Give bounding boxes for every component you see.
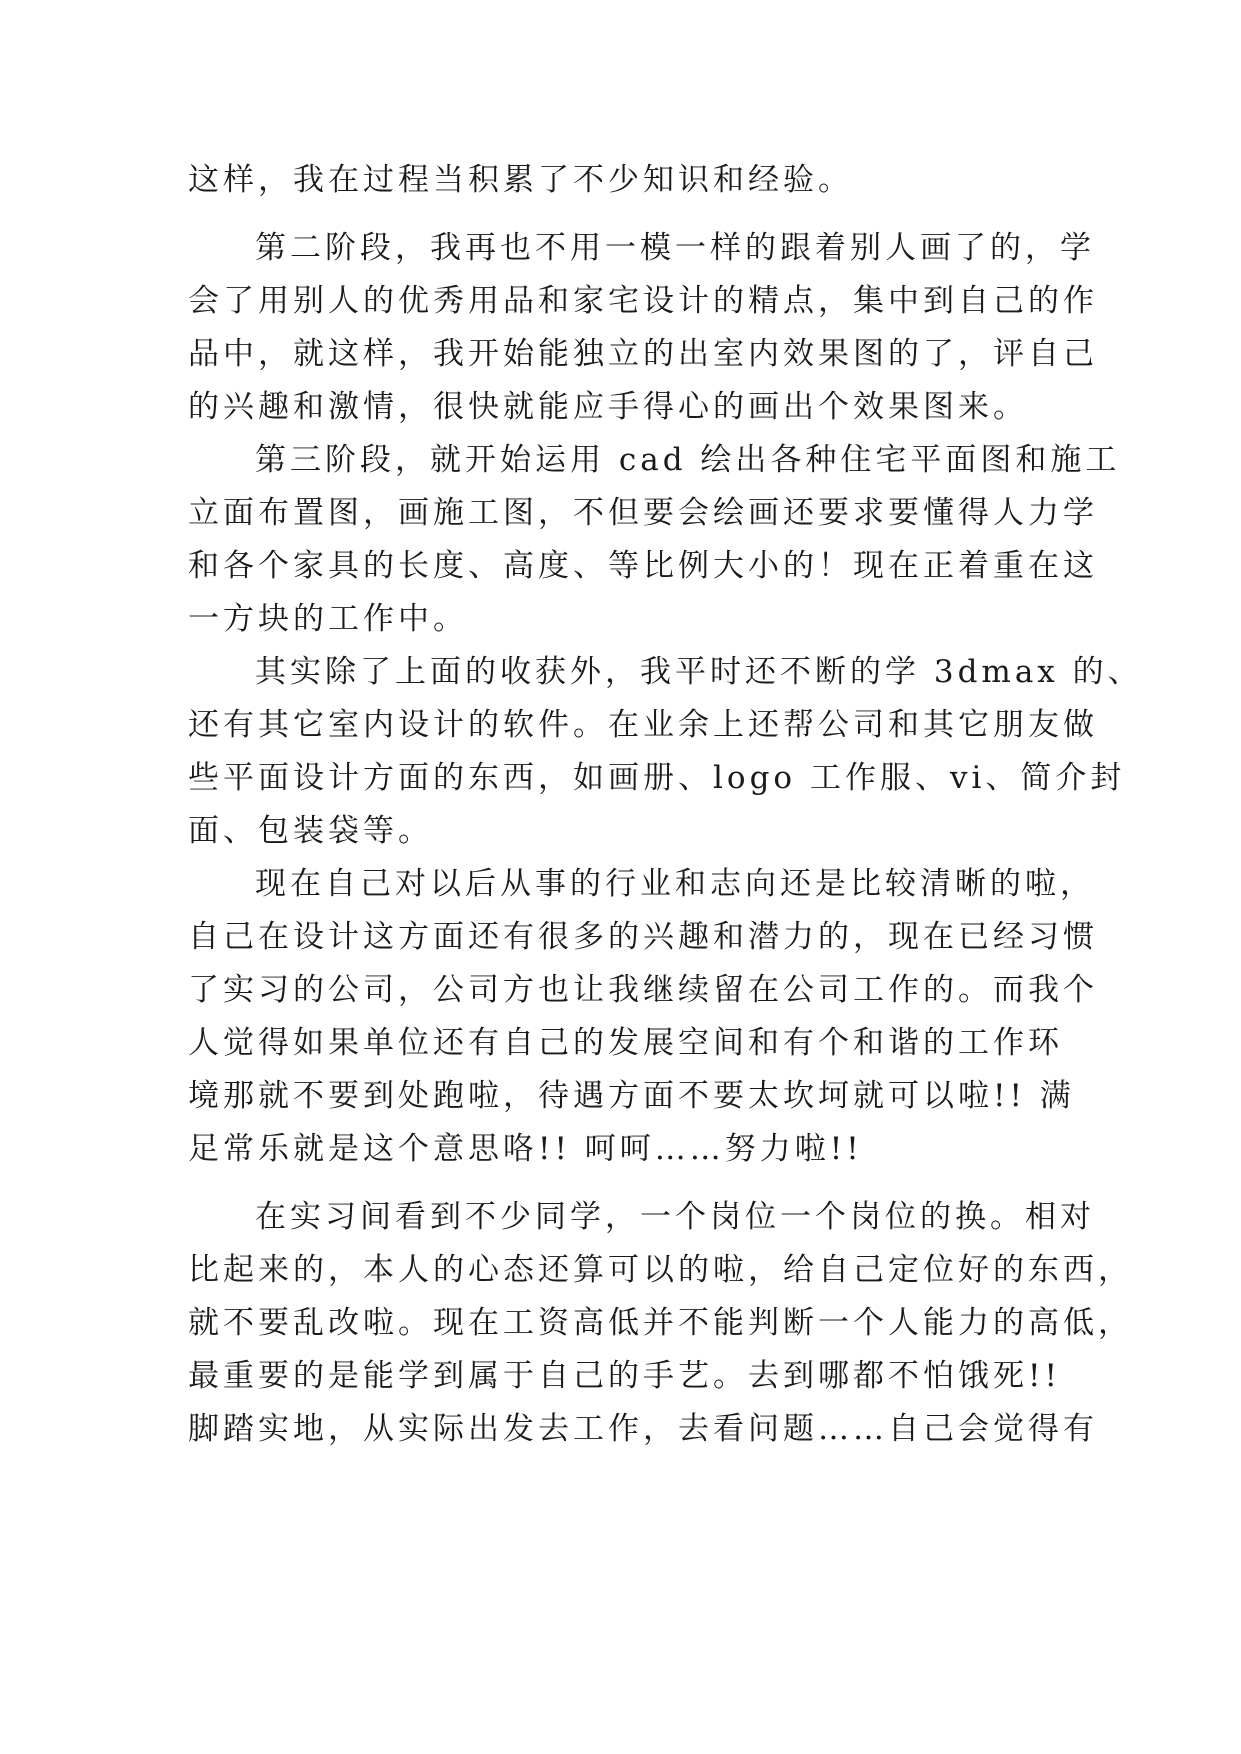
text-line: 足常乐就是这个意思咯!! 呵呵……努力啦!! <box>188 1131 863 1167</box>
text-line: 最重要的是能学到属于自己的手艺。去到哪都不怕饿死!! <box>188 1358 1061 1394</box>
text-line: 比起来的，本人的心态还算可以的啦，给自己定位好的东西， <box>188 1252 1133 1288</box>
paragraph-start-line: 现在自己对以后从事的行业和志向还是比较清晰的啦， <box>255 866 1095 902</box>
text-line: 和各个家具的长度、高度、等比例大小的！现在正着重在这 <box>188 548 1098 584</box>
text-line: 了实习的公司，公司方也让我继续留在公司工作的。而我个 <box>188 972 1098 1008</box>
text-line: 还有其它室内设计的软件。在业余上还帮公司和其它朋友做 <box>188 707 1098 743</box>
text-line: 会了用别人的优秀用品和家宅设计的精点，集中到自己的作 <box>188 283 1098 319</box>
text-line: 的兴趣和激情，很快就能应手得心的画出个效果图来。 <box>188 389 1028 425</box>
text-line: 些平面设计方面的东西，如画册、logo 工作服、vi、简介封 <box>188 760 1126 796</box>
text-line: 就不要乱改啦。现在工资高低并不能判断一个人能力的高低， <box>188 1305 1133 1341</box>
text-line: 脚踏实地，从实际出发去工作，去看问题……自己会觉得有 <box>188 1411 1098 1447</box>
text-line: 这样，我在过程当积累了不少知识和经验。 <box>188 162 853 198</box>
paragraph-start-line: 第三阶段，就开始运用 cad 绘出各种住宅平面图和施工 <box>255 442 1121 478</box>
text-line: 境那就不要到处跑啦，待遇方面不要太坎坷就可以啦!! 满 <box>188 1078 1075 1114</box>
paragraph-start-line: 第二阶段，我再也不用一模一样的跟着别人画了的，学 <box>255 230 1095 266</box>
text-line: 一方块的工作中。 <box>188 601 468 637</box>
text-line: 面、包装袋等。 <box>188 813 433 849</box>
paragraph-start-line: 其实除了上面的收获外，我平时还不断的学 3dmax 的、 <box>255 654 1143 690</box>
text-line: 品中，就这样，我开始能独立的出室内效果图的了，评自己 <box>188 336 1098 372</box>
text-line: 立面布置图，画施工图，不但要会绘画还要求要懂得人力学 <box>188 495 1098 531</box>
paragraph-start-line: 在实习间看到不少同学，一个岗位一个岗位的换。相对 <box>255 1199 1095 1235</box>
text-line: 自己在设计这方面还有很多的兴趣和潜力的，现在已经习惯 <box>188 919 1098 955</box>
text-line: 人觉得如果单位还有自己的发展空间和有个和谐的工作环 <box>188 1025 1063 1061</box>
